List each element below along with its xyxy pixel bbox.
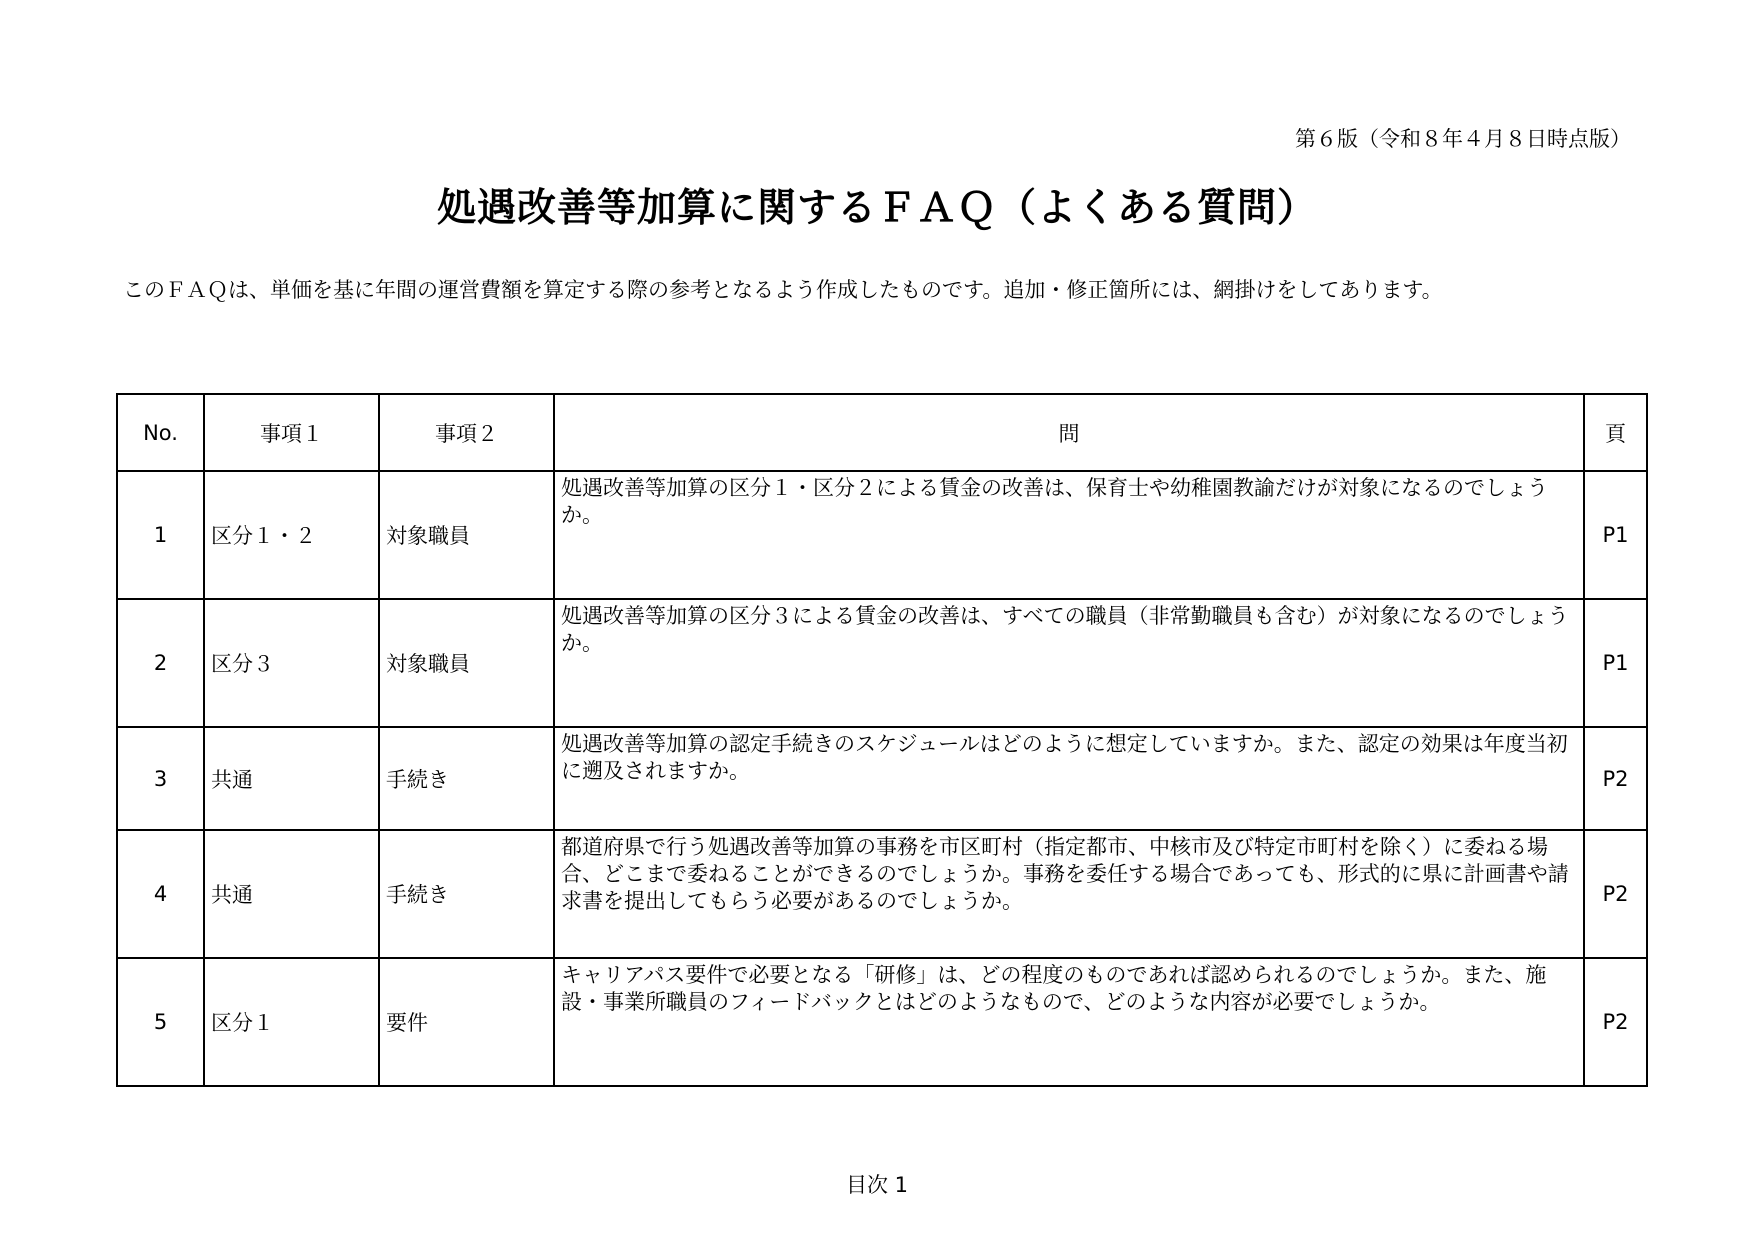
row-question: 都道府県で行う処遇改善等加算の事務を市区町村（指定都市、中核市及び特定市町村を除く）に委ねる場合、どこまで委ねることができるのでしょうか。事務を委任する場合であっても、形式的に県に計画書や請求書を提出してもらう必要があるのでしょうか。: [554, 830, 1584, 958]
table-row: [117, 830, 1647, 958]
row-page: P2: [1584, 727, 1647, 830]
row-item1: 区分１: [204, 958, 379, 1086]
edition-label: 第６版（令和８年４月８日時点版）: [1295, 127, 1631, 151]
intro-text: このＦＡＱは、単価を基に年間の運営費額を算定する際の参考となるよう作成したものです。追加・修正箇所には、網掛けをしてあります。: [123, 278, 1443, 302]
row-item2: 手続き: [379, 727, 554, 830]
table-row: [117, 599, 1647, 727]
table-header-row: [117, 394, 1647, 471]
row-question: 処遇改善等加算の認定手続きのスケジュールはどのように想定していますか。また、認定の効果は年度当初に遡及されますか。: [554, 727, 1584, 830]
row-no: 2: [117, 599, 204, 727]
header-item2: 事項２: [379, 394, 554, 471]
table-row: [117, 471, 1647, 599]
row-question: 処遇改善等加算の区分１・区分２による賃金の改善は、保育士や幼稚園教諭だけが対象になるのでしょうか。: [554, 471, 1584, 599]
row-page: P2: [1584, 830, 1647, 958]
header-item1: 事項１: [204, 394, 379, 471]
table-row: [117, 958, 1647, 1086]
row-item2: 対象職員: [379, 471, 554, 599]
faq-table: [116, 393, 1648, 1087]
page-footer: 目次 1: [845, 1173, 909, 1197]
row-no: 5: [117, 958, 204, 1086]
row-no: 3: [117, 727, 204, 830]
row-item1: 共通: [204, 727, 379, 830]
header-page: 頁: [1584, 394, 1647, 471]
row-no: 4: [117, 830, 204, 958]
row-no: 1: [117, 471, 204, 599]
row-question: キャリアパス要件で必要となる「研修」は、どの程度のものであれば認められるのでしょうか。また、施設・事業所職員のフィードバックとはどのようなもので、どのような内容が必要でしょうか。: [554, 958, 1584, 1086]
row-item2: 要件: [379, 958, 554, 1086]
row-question: 処遇改善等加算の区分３による賃金の改善は、すべての職員（非常勤職員も含む）が対象になるのでしょうか。: [554, 599, 1584, 727]
row-item2: 対象職員: [379, 599, 554, 727]
page-title: 処遇改善等加算に関するＦＡＱ（よくある質問）: [436, 186, 1317, 231]
row-page: P1: [1584, 471, 1647, 599]
row-item1: 共通: [204, 830, 379, 958]
table-row: [117, 727, 1647, 830]
header-no: No.: [117, 394, 204, 471]
row-page: P2: [1584, 958, 1647, 1086]
row-item2: 手続き: [379, 830, 554, 958]
row-item1: 区分１・２: [204, 471, 379, 599]
row-item1: 区分３: [204, 599, 379, 727]
row-page: P1: [1584, 599, 1647, 727]
header-question: 問: [554, 394, 1584, 471]
